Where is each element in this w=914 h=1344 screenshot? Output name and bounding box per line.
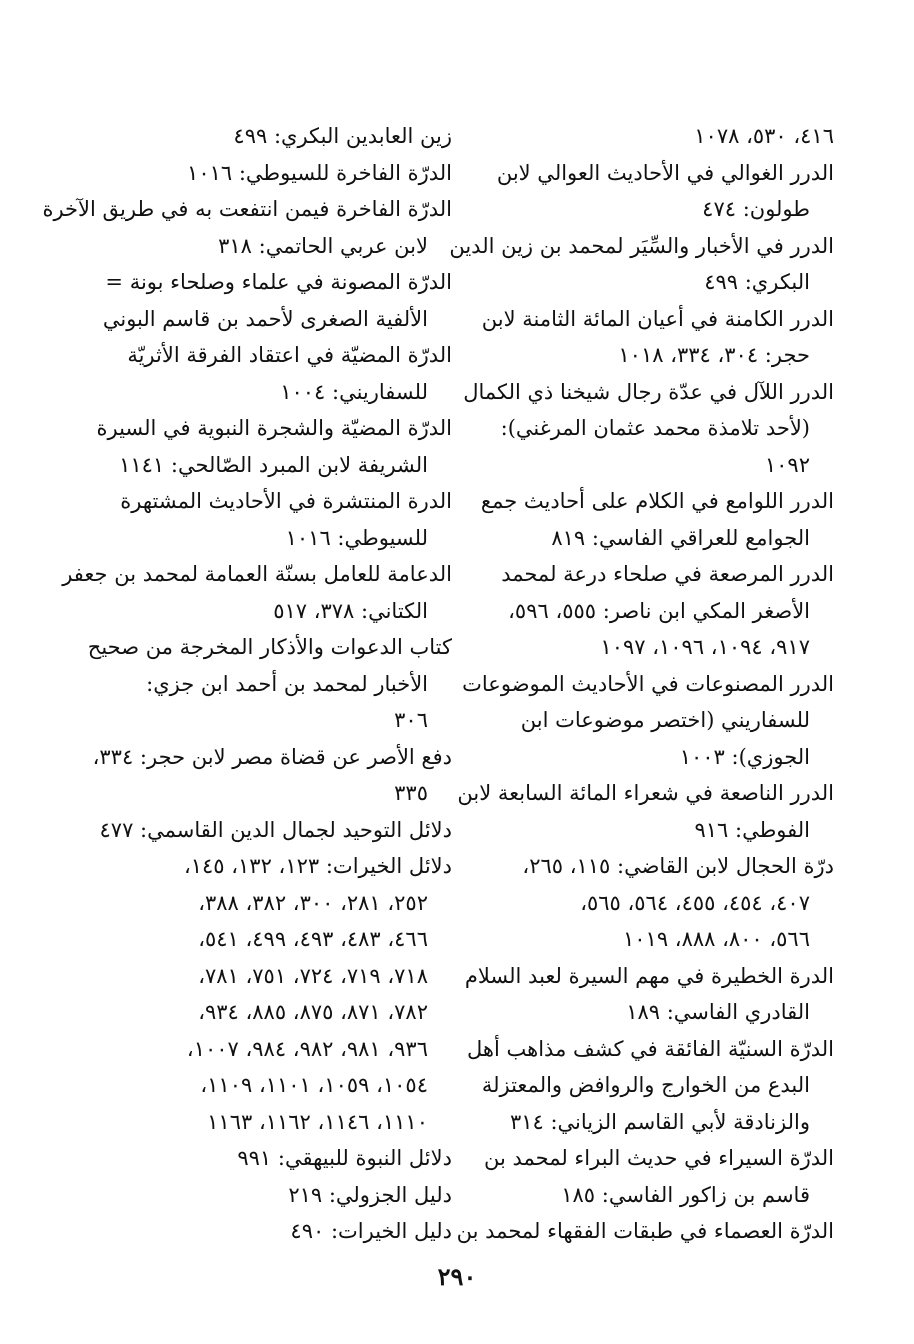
index-entry xyxy=(100,264,452,337)
index-entry xyxy=(100,848,452,1140)
index-entry xyxy=(87,629,452,739)
index-entry xyxy=(482,301,834,374)
index-entry-line: الدرّة الفاخرة للسيوطي: ١٠١٦ xyxy=(187,160,452,185)
index-entry-continuation: والزنادقة لأبي القاسم الزياني: ٣١٤ xyxy=(509,1109,810,1134)
index-entry-continuation: الجوزي): ١٠٠٣ xyxy=(679,744,810,769)
index-entry-continuation: ٤٠٧، ٤٥٤، ٤٥٥، ٥٦٤، ٥٦٥، xyxy=(580,890,810,915)
index-entry xyxy=(100,812,452,849)
index-entry-continuation: ٥٦٦، ٨٠٠، ٨٨٨، ١٠١٩ xyxy=(622,927,810,951)
index-entry-continuation: حجر: ٣٠٤، ٣٣٤، ١٠١٨ xyxy=(618,343,810,367)
index-entry xyxy=(96,410,452,483)
index-entry-line: الدعامة للعامل بسنّة العمامة لمحمد بن جعفر xyxy=(62,562,452,586)
index-entry xyxy=(482,848,834,958)
index-entry-continuation: الفوطي: ٩١٦ xyxy=(694,817,810,842)
index-entry-continuation: ٧١٨، ٧١٩، ٧٢٤، ٧٥١، ٧٨١، xyxy=(198,963,428,988)
page-number: ٢٩٠ xyxy=(437,1262,477,1291)
index-entry-line: الدرّة المصونة في علماء وصلحاء بونة = xyxy=(105,270,452,294)
index-entry xyxy=(482,155,834,228)
index-entry-line: كتاب الدعوات والأذكار المخرجة من صحيح xyxy=(87,635,452,659)
index-entry xyxy=(463,374,834,484)
index-entry-continuation: للسفاريني: ١٠٠٤ xyxy=(280,379,428,404)
index-entry-continuation: الأخبار لمحمد بن أحمد ابن جزي: xyxy=(146,671,428,696)
index-entry xyxy=(457,775,834,848)
index-entry-line: الدرر في الأخبار والسِّيَر لمحمد بن زين الدين xyxy=(449,233,834,258)
index-entry xyxy=(92,739,452,812)
index-entry-continuation: الألفية الصغرى لأحمد بن قاسم البوني xyxy=(102,306,428,331)
index-entry xyxy=(100,1140,452,1177)
index-entry xyxy=(100,1177,452,1214)
index-entry xyxy=(464,958,834,1031)
index-entry xyxy=(100,483,452,556)
index-entry xyxy=(482,556,834,666)
index-entry-line: زين العابدين البكري: ٤٩٩ xyxy=(233,124,452,148)
index-entry-line: الدرّة السيراء في حديث البراء لمحمد بن xyxy=(483,1146,834,1170)
index-entry-line: ٤١٦، ٥٣٠، ١٠٧٨ xyxy=(694,124,834,148)
index-entry-line: الدرّة المضيّة في اعتقاد الفرقة الأثريّة xyxy=(127,343,452,367)
index-entry-line: درّة الحجال لابن القاضي: ١١٥، ٢٦٥، xyxy=(522,854,834,878)
index-entry xyxy=(100,337,452,410)
index-entry-line: دلائل النبوة للبيهقي: ٩٩١ xyxy=(237,1146,452,1170)
index-entry-continuation: ٩٣٦، ٩٨١، ٩٨٢، ٩٨٤، ١٠٠٧، xyxy=(186,1036,428,1061)
index-entry xyxy=(449,228,834,301)
index-entry-continuation: ٤٦٦، ٤٨٣، ٤٩٣، ٤٩٩، ٥٤١، xyxy=(198,927,428,951)
index-entry-line: الدرّة العصماء في طبقات الفقهاء لمحمد بن xyxy=(456,1219,834,1243)
index-entry xyxy=(462,666,834,776)
index-entry-continuation: (لأحد تلامذة محمد عثمان المرغني): xyxy=(500,416,810,440)
index-entry xyxy=(456,1213,834,1250)
index-entry-continuation: قاسم بن زاكور الفاسي: ١٨٥ xyxy=(561,1182,810,1207)
index-entry-line: الدرّة الفاخرة فيمن انتفعت به في طريق الآخرة xyxy=(42,197,452,221)
index-entry-continuation: الكتاني: ٣٧٨، ٥١٧ xyxy=(273,598,428,623)
index-entry-line: الدرر اللوامع في الكلام على أحاديث جمع xyxy=(480,489,834,513)
index-entry-continuation: لابن عربي الحاتمي: ٣١٨ xyxy=(218,233,428,258)
index-entry xyxy=(42,191,452,264)
index-entry xyxy=(482,1140,834,1213)
index-entry-line: دليل الجزولي: ٢١٩ xyxy=(288,1182,452,1207)
index-entry-line: الدرر الناصعة في شعراء المائة السابعة لابن xyxy=(457,781,834,805)
index-entry-continuation: للسفاريني (اختصر موضوعات ابن xyxy=(520,708,810,732)
index-entry-line: الدرّة السنيّة الفائقة في كشف مذاهب أهل xyxy=(467,1036,834,1061)
index-entry-continuation: طولون: ٤٧٤ xyxy=(702,197,810,221)
index-entry xyxy=(467,1031,834,1141)
index-entry-continuation: الجوامع للعراقي الفاسي: ٨١٩ xyxy=(551,525,810,550)
index-entry-continuation: ٧٨٢، ٨٧١، ٨٧٥، ٨٨٥، ٩٣٤، xyxy=(198,1000,428,1024)
index-entry-line: دليل الخيرات: ٤٩٠ xyxy=(290,1219,452,1243)
index-entry-line: دلائل الخيرات: ١٢٣، ١٣٢، ١٤٥، xyxy=(183,854,452,878)
index-entry-continuation: ٣٣٥ xyxy=(394,781,428,805)
index-entry-continuation: البدع من الخوارج والروافض والمعتزلة xyxy=(481,1073,810,1097)
index-entry-line: الدرر الكامنة في أعيان المائة الثامنة لابن xyxy=(481,306,834,331)
index-entry-continuation: الأصغر المكي ابن ناصر: ٥٥٥، ٥٩٦، xyxy=(508,598,810,623)
index-entry-line: الدرر المصنوعات في الأحاديث الموضوعات xyxy=(462,671,834,696)
index-entry-line: الدرّة المضيّة والشجرة النبوية في السيرة xyxy=(96,416,452,440)
index-entry-line: الدرر المرصعة في صلحاء درعة لمحمد xyxy=(501,562,834,586)
index-column-right xyxy=(449,118,834,1250)
index-entry-line: الدرر الغوالي في الأحاديث العوالي لابن xyxy=(496,160,834,185)
index-entry-continuation: ٣٠٦ xyxy=(394,708,428,732)
index-entry-continuation: الشريفة لابن المبرد الصّالحي: ١١٤١ xyxy=(119,452,428,477)
index-entry xyxy=(100,118,452,155)
index-entry-line: الدرة المنتشرة في الأحاديث المشتهرة xyxy=(120,489,452,513)
index-entry-line: الدرة الخطيرة في مهم السيرة لعبد السلام xyxy=(464,963,834,988)
index-entry-line: دفع الأصر عن قضاة مصر لابن حجر: ٣٣٤، xyxy=(92,744,452,769)
index-entry xyxy=(482,118,834,155)
index-entry-continuation: للسيوطي: ١٠١٦ xyxy=(285,525,428,550)
index-entry xyxy=(62,556,452,629)
index-entry xyxy=(100,1213,452,1250)
index-column-left xyxy=(42,118,452,1250)
index-entry-continuation: ١١١٠، ١١٤٦، ١١٦٢، ١١٦٣ xyxy=(207,1109,428,1134)
index-entry xyxy=(482,483,834,556)
index-entry-continuation: القادري الفاسي: ١٨٩ xyxy=(626,1000,810,1024)
index-entry-line: الدرر اللآل في عدّة رجال شيخنا ذي الكمال xyxy=(463,379,834,404)
index-entry-continuation: ١٠٥٤، ١٠٥٩، ١١٠١، ١١٠٩، xyxy=(200,1073,428,1097)
index-entry-continuation: ٢٥٢، ٢٨١، ٣٠٠، ٣٨٢، ٣٨٨، xyxy=(198,890,428,915)
index-entry-continuation: ١٠٩٢ xyxy=(764,452,810,477)
index-entry-continuation: ٩١٧، ١٠٩٤، ١٠٩٦، ١٠٩٧ xyxy=(600,635,810,659)
index-entry xyxy=(100,155,452,192)
index-entry-line: دلائل التوحيد لجمال الدين القاسمي: ٤٧٧ xyxy=(99,817,452,842)
index-entry-continuation: البكري: ٤٩٩ xyxy=(704,270,810,294)
